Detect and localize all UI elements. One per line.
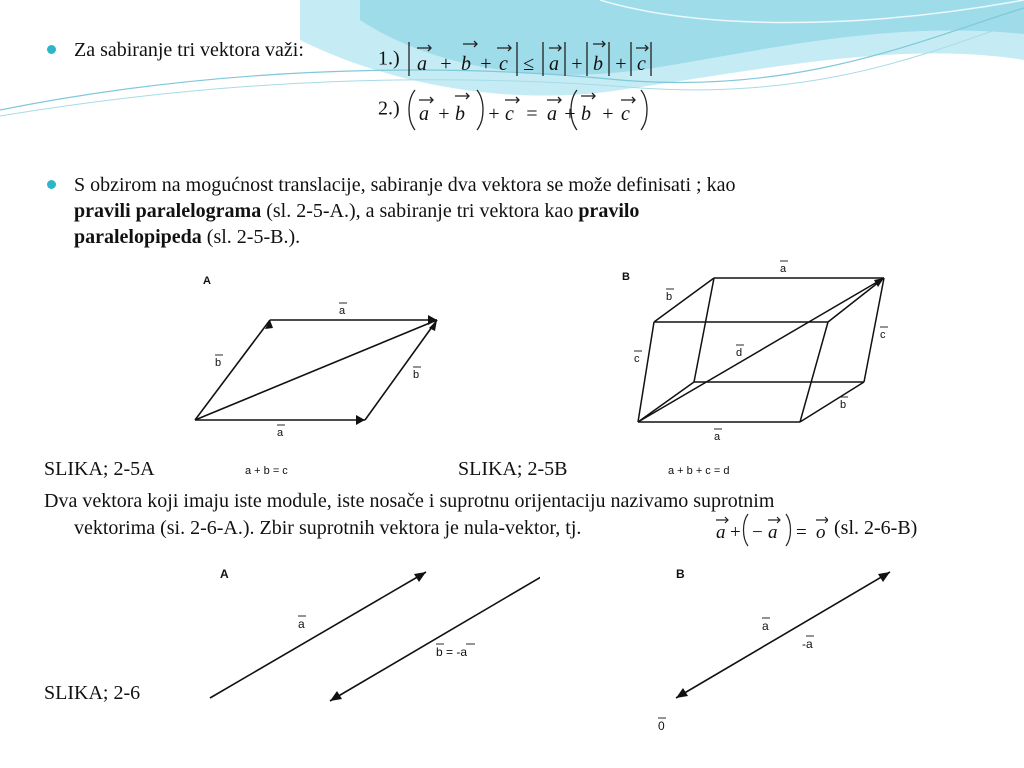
eq-o: o <box>816 522 826 543</box>
fig26a-letter: A <box>220 567 229 581</box>
fig25b-c-left: c <box>634 353 640 365</box>
eq-a2: a <box>768 522 778 543</box>
eq-plus: + <box>730 522 741 543</box>
f1-plus1: + <box>438 53 453 75</box>
fig26b-zero: 0 <box>658 719 665 733</box>
f1-b: b <box>460 53 471 75</box>
bullet2-line2 <box>74 199 639 223</box>
eq-equals: = <box>796 522 807 543</box>
para-line2-end: (sl. 2-6-B) <box>834 517 918 539</box>
f2-b2: b <box>580 103 591 125</box>
fig25a-b-left: b <box>215 357 222 369</box>
para-line2: vektorima (si. 2-6-A.). Zbir suprotnih vektora je nula-vektor, tj. <box>74 517 582 539</box>
bullet2-line3 <box>74 225 300 249</box>
figure-2-5a-parallelogram <box>185 262 450 480</box>
f2-c2: c <box>620 103 630 125</box>
fig25b-d: d <box>736 347 743 359</box>
f2-plus4: + <box>600 103 615 125</box>
eq-a: a <box>716 522 726 543</box>
figure-2-5b-parallelepiped <box>610 256 900 482</box>
f1-leq: ≤ <box>522 53 534 75</box>
zero-vector-equation <box>712 512 828 548</box>
fig25b-b-top: b <box>666 291 673 303</box>
bullet1-text: Za sabiranje tri vektora važi: <box>74 39 304 61</box>
f2-a1: a <box>418 103 429 125</box>
bullet-dot <box>47 180 56 189</box>
formula-1-expression <box>405 40 655 80</box>
fig25a-a-top: a <box>339 305 346 317</box>
caption-2-5a: SLIKA; 2-5A <box>44 458 155 480</box>
bullet2-end: (sl. 2-5-B.). <box>201 226 301 248</box>
fig26a-b-eq: b = -a <box>436 645 468 659</box>
f2-c1: c <box>504 103 514 125</box>
fig25b-sum: a + b + c = d <box>668 465 730 477</box>
f1-rb: b <box>592 53 603 75</box>
f1-rplus1: + <box>569 53 584 75</box>
f2-plus2: + <box>486 103 501 125</box>
fig25b-a-bottom: a <box>714 431 721 443</box>
f1-a: a <box>416 53 427 75</box>
f1-ra: a <box>548 53 559 75</box>
f1-rplus2: + <box>613 53 628 75</box>
f2-eq: = <box>524 103 539 125</box>
fig26a-a: a <box>298 617 305 631</box>
formula-2: 2.) a + b + c = a + b + c <box>378 88 655 132</box>
fig25a-a-bottom: a <box>277 427 284 439</box>
fig25a-b-right: b <box>413 369 420 381</box>
caption-2-5b: SLIKA; 2-5B <box>458 458 568 480</box>
formula-2-expression <box>405 88 655 132</box>
fig25b-b-bottom: b <box>840 399 847 411</box>
para-line1: Dva vektora koji imaju iste module, iste nosače i suprotnu orijentaciju nazivamo suprotnim <box>44 490 775 512</box>
bullet-dot <box>47 45 56 54</box>
f2-plus1: + <box>436 103 451 125</box>
fig26b-neg-a: -a <box>802 637 813 651</box>
bullet2-line1: S obzirom na mogućnost translacije, sabiranje dva vektora se može definisati ; kao <box>74 174 736 196</box>
f2-b1: b <box>454 103 465 125</box>
fig25b-a: a <box>780 263 787 275</box>
bold-pravilo: pravilo <box>578 200 640 222</box>
bold-pravili-paralelograma: pravili paralelograma <box>74 200 262 222</box>
fig25b-letter: B <box>622 271 630 283</box>
fig25b-c-right: c <box>880 329 886 341</box>
figure-2-6b-zero-vector <box>652 558 898 738</box>
bold-paralelopipeda: paralelopipeda <box>74 226 202 248</box>
fig25a-letter: A <box>203 275 211 287</box>
f1-rc: c <box>636 53 646 75</box>
bullet2-mid: (sl. 2-5-A.), a sabiranje tri vektora kao <box>261 200 579 222</box>
caption-2-6: SLIKA; 2-6 <box>44 682 141 704</box>
eq-minus: − <box>752 522 763 543</box>
fig25a-sum: a + b = c <box>245 465 288 477</box>
fig26b-a: a <box>762 619 769 633</box>
f1-c: c <box>498 53 508 75</box>
f1-plus2: + <box>478 53 493 75</box>
figure-2-6a-opposite-vectors <box>192 558 540 738</box>
f2-plus3: + <box>562 103 577 125</box>
formula-1: 1.) a + b + c ≤ a + b + c <box>378 40 655 80</box>
fig26b-letter: B <box>676 567 685 581</box>
f2-a2: a <box>546 103 557 125</box>
